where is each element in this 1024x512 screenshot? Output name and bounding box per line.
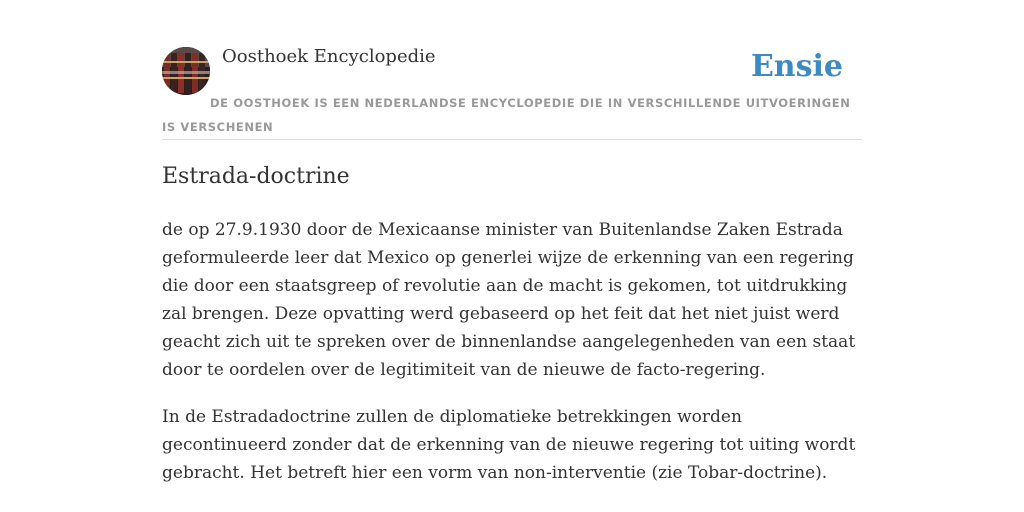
ensie-logo[interactable]: Ensie [750,49,843,84]
article-paragraph: In de Estradadoctrine zullen de diplomatieke betrekkingen worden gecontinueerd zonder dat de erkenning van de nieuwe regering tot uiting wordt gebracht. Het betreft hier een vorm van non-interventie (zie Tobar-doctrine). [162,407,856,483]
article-body [162,216,862,506]
source-description: DE OOSTHOEK IS EEN NEDERLANDSE ENCYCLOPEDIE DIE IN VERSCHILLENDE UITVOERINGEN IS VERSCHENEN [162,96,851,134]
article-title: Estrada-doctrine [162,164,350,189]
article-paragraph: de op 27.9.1930 door de Mexicaanse minister van Buitenlandse Zaken Estrada geformuleerde leer dat Mexico op generlei wijze de erkenning van een regering die door een staatsgreep of revolutie aan de macht is gekomen, tot uitdrukking zal brengen. Deze opvatting werd gebaseerd op het feit dat het niet juist werd geacht zich uit te spreken over de binnenlandse aangelegenheden van een staat door te oordelen over de legitimiteit van de nieuwe de facto-regering. [162,220,856,380]
encyclopedia-books-icon[interactable] [162,47,210,95]
source-name[interactable]: Oosthoek Encyclopedie [222,46,436,67]
source-header [162,45,862,140]
